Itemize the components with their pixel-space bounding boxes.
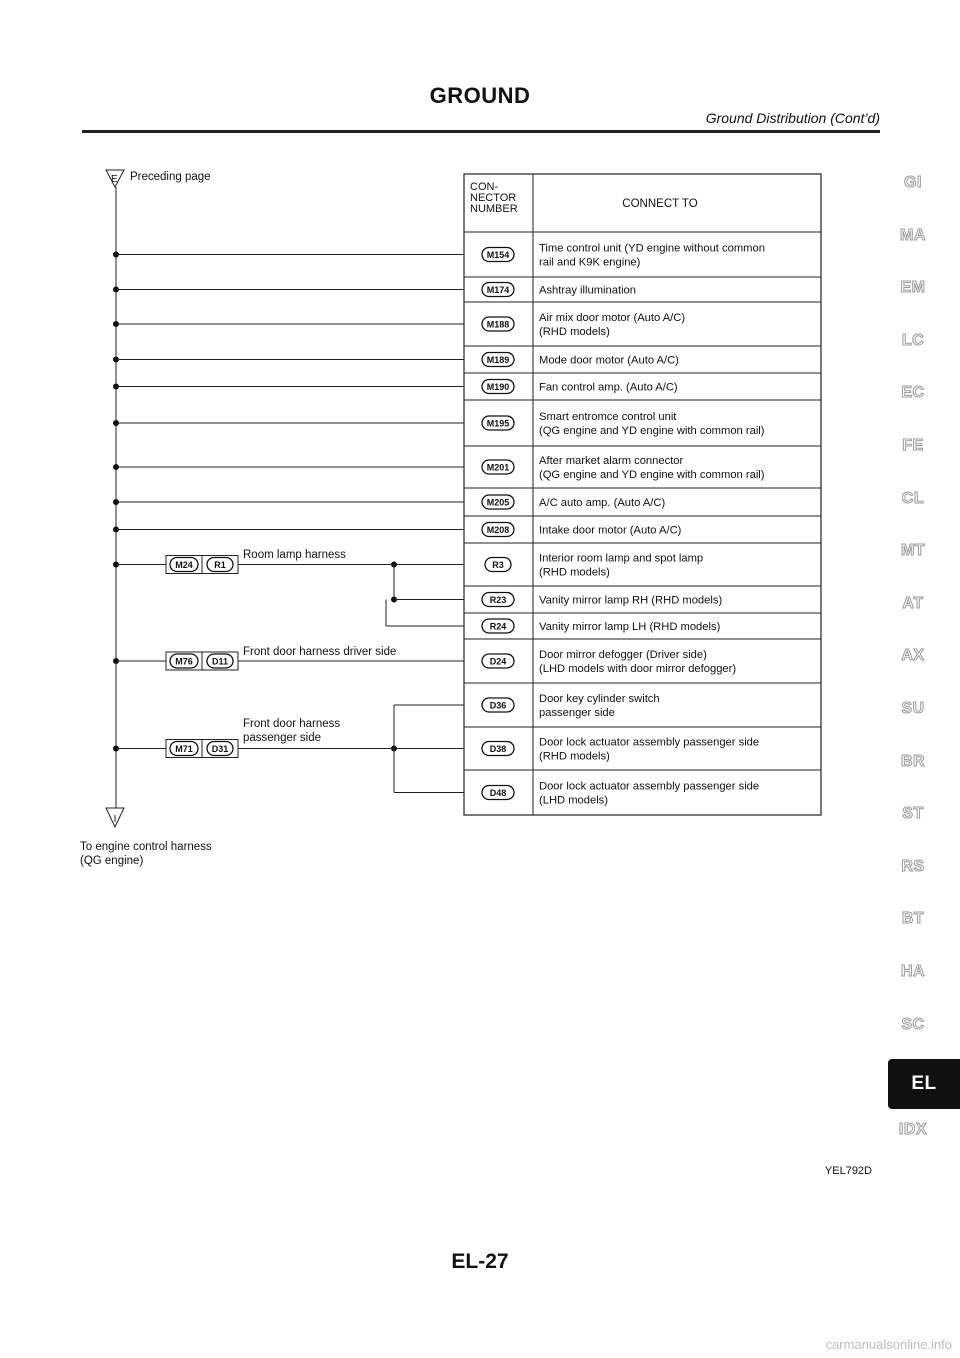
- side-tab-sc: SC: [901, 1015, 925, 1033]
- connector-r3: R3: [492, 560, 504, 570]
- harness-label: passenger side: [243, 732, 321, 744]
- row-text-d48: (LHD models): [539, 794, 609, 807]
- row-text-m195: Smart entromce control unit: [539, 411, 677, 423]
- bottom-label: (QG engine): [80, 855, 144, 867]
- harness-connector-d31: D31: [211, 744, 229, 754]
- side-tab-cl: CL: [901, 489, 925, 507]
- connector-m201: M201: [486, 462, 510, 473]
- row-text-m205: A/C auto amp. (Auto A/C): [539, 497, 666, 509]
- header-connector-number: CON-: [470, 181, 499, 193]
- side-tab-fe: FE: [902, 437, 924, 454]
- side-tab-rs: RS: [901, 857, 925, 875]
- connector-d48: D48: [489, 788, 507, 798]
- harness-connector-m24: M24: [175, 560, 193, 570]
- side-tab-idx: IDX: [898, 1120, 928, 1138]
- harness-label: Room lamp harness: [243, 549, 346, 561]
- connector-d36: D36: [489, 700, 507, 711]
- row-text-m188: Air mix door motor (Auto A/C): [539, 312, 686, 324]
- harness-connector-r1: R1: [214, 560, 226, 570]
- connector-m154: M154: [486, 250, 510, 260]
- side-tab-ma: MA: [900, 226, 926, 244]
- connector-d24: D24: [489, 656, 507, 667]
- preceding-page-label: Preceding page: [130, 171, 211, 183]
- row-text-d36: Door key cylinder switch: [539, 693, 660, 705]
- side-tab-ec: EC: [901, 384, 925, 402]
- row-text-m189: Mode door motor (Auto A/C): [539, 354, 679, 367]
- row-text-m201: (QG engine and YD engine with common rail): [539, 469, 765, 481]
- side-tab-mt: MT: [900, 542, 926, 560]
- side-tab-ax: AX: [901, 647, 925, 665]
- row-text-d38: Door lock actuator assembly passenger side: [539, 736, 760, 749]
- page-number: EL-27: [451, 1250, 509, 1273]
- page-title: GROUND: [429, 83, 531, 108]
- top-marker-letter: E: [111, 174, 118, 185]
- harness-label: Front door harness: [243, 718, 341, 730]
- harness-connector-d11: D11: [211, 656, 229, 667]
- harness-connector-m76: M76: [175, 656, 193, 667]
- row-text-m154: rail and K9K engine): [539, 256, 641, 269]
- row-text-m195: (QG engine and YD engine with common rail): [539, 425, 765, 437]
- side-tab-el: EL: [888, 1059, 960, 1109]
- side-tab-st: ST: [902, 805, 924, 823]
- header-connect-to: CONNECT TO: [622, 198, 698, 210]
- side-tab-ha: HA: [900, 963, 926, 980]
- header-connector-number: NECTOR: [470, 192, 517, 204]
- connector-m205: M205: [486, 497, 510, 508]
- connector-table: [464, 174, 821, 815]
- connector-r24: R24: [489, 621, 507, 632]
- row-text-d48: Door lock actuator assembly passenger side: [539, 780, 760, 793]
- row-text-d36: passenger side: [539, 707, 615, 719]
- harness-connector-m71: M71: [175, 744, 193, 754]
- side-tab-em: EM: [900, 279, 926, 297]
- row-text-r3: (RHD models): [539, 566, 610, 579]
- row-text-m201: After market alarm connector: [539, 455, 684, 467]
- connector-m174: M174: [486, 285, 510, 295]
- header-connector-number: NUMBER: [470, 203, 518, 215]
- side-tab-at: AT: [902, 594, 924, 612]
- page-subtitle: Ground Distribution (Cont’d): [705, 110, 880, 126]
- row-text-m208: Intake door motor (Auto A/C): [539, 524, 682, 537]
- connector-r23: R23: [489, 595, 507, 605]
- figure-code: YEL792D: [824, 1165, 872, 1177]
- side-tab-bt: BT: [901, 910, 925, 928]
- row-text-m154: Time control unit (YD engine without common: [539, 242, 765, 255]
- harness-label: Front door harness driver side: [243, 646, 397, 658]
- connector-m195: M195: [486, 418, 510, 429]
- side-tab-br: BR: [900, 752, 926, 770]
- row-text-m190: Fan control amp. (Auto A/C): [539, 381, 678, 394]
- side-tab-gi: GI: [904, 174, 922, 191]
- side-tab-lc: LC: [901, 331, 925, 349]
- connector-m189: M189: [486, 355, 510, 365]
- row-text-r23: Vanity mirror lamp RH (RHD models): [539, 594, 723, 607]
- watermark: carmanualsonline.info: [825, 1337, 952, 1352]
- connector-m190: M190: [486, 382, 510, 392]
- bottom-marker-letter: I: [113, 814, 117, 825]
- connector-m188: M188: [486, 319, 510, 330]
- row-text-r3: Interior room lamp and spot lamp: [539, 552, 704, 565]
- side-tab-su: SU: [901, 700, 925, 717]
- row-text-m188: (RHD models): [539, 326, 610, 338]
- row-text-d38: (RHD models): [539, 750, 610, 763]
- bottom-label: To engine control harness: [80, 841, 212, 853]
- connector-m208: M208: [486, 525, 510, 535]
- connector-d38: D38: [489, 744, 507, 754]
- row-text-m174: Ashtray illumination: [539, 284, 637, 297]
- row-text-d24: Door mirror defogger (Driver side): [539, 649, 707, 661]
- row-text-r24: Vanity mirror lamp LH (RHD models): [539, 621, 721, 633]
- row-text-d24: (LHD models with door mirror defogger): [539, 663, 737, 675]
